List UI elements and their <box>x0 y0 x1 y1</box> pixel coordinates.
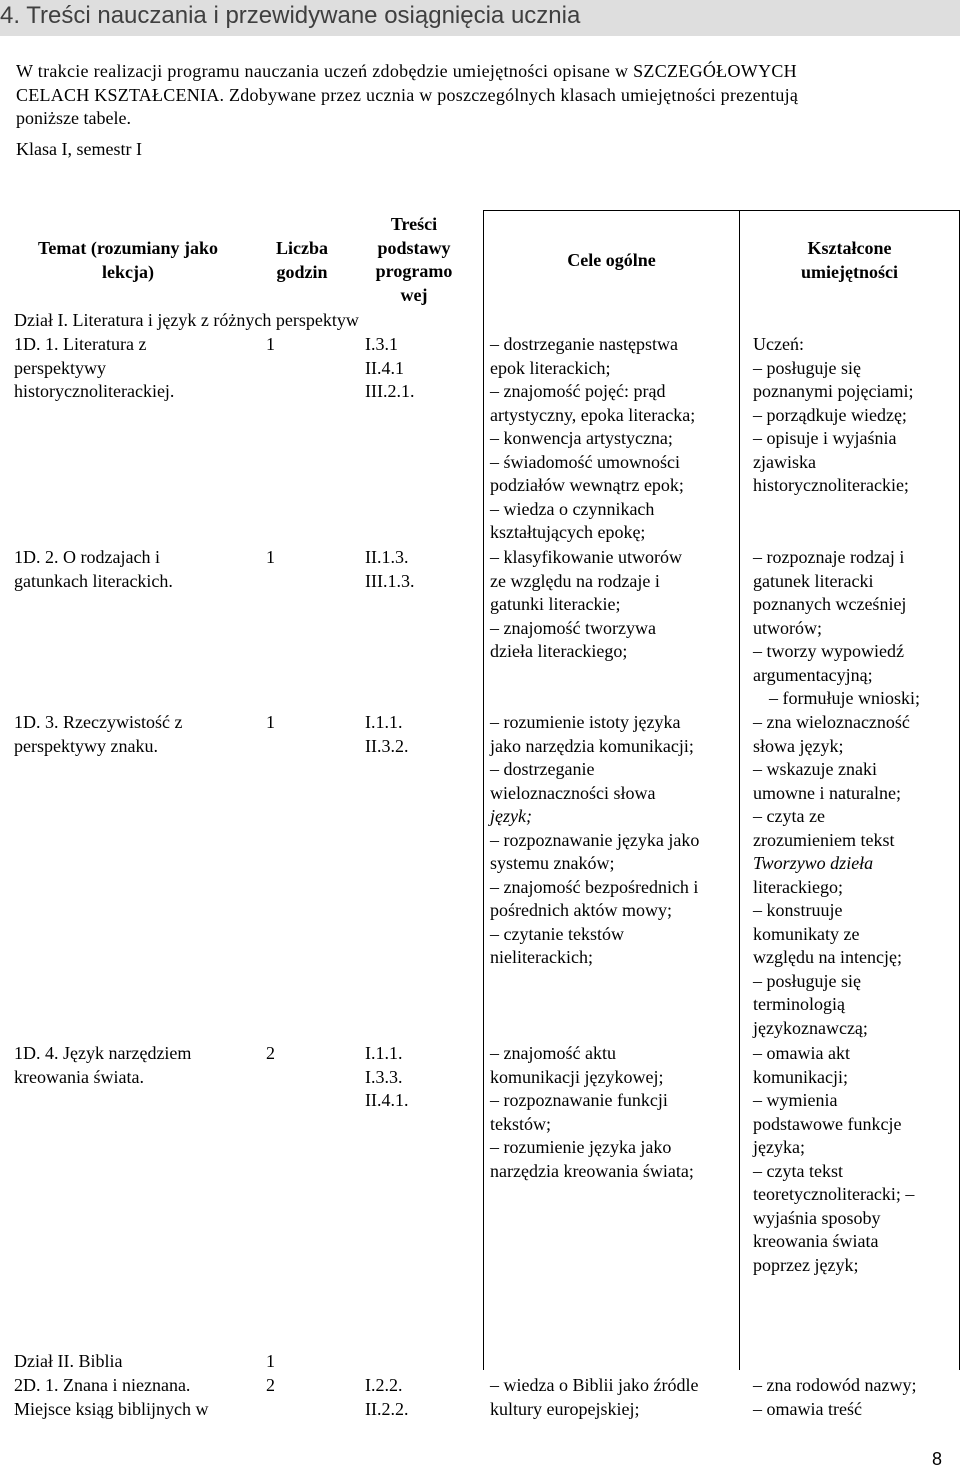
cell-line: – rozpoznaje rodzaj i <box>753 547 905 567</box>
cell-line: zrozumieniem tekst <box>753 829 895 850</box>
cell-line: jako narzędzia komunikacji; <box>490 735 694 756</box>
row-cele <box>490 1042 735 1183</box>
table-top-border <box>483 210 960 211</box>
cell-line: III.2.1. <box>365 381 415 401</box>
header-liczba <box>258 237 346 284</box>
header-line: wej <box>400 284 428 305</box>
cell-line: – wskazuje znaki <box>753 759 877 779</box>
cell-line: – konstruuje <box>753 900 843 920</box>
cell-line: języka; <box>753 1137 805 1157</box>
cell-line: – tworzy wypowiedź <box>753 641 904 661</box>
row-umiejetnosci <box>753 333 958 498</box>
cell-line: systemu znaków; <box>490 853 615 873</box>
row-umiejetnosci <box>753 546 958 711</box>
cell-line: 1D. 1. Literatura z <box>14 334 147 354</box>
row-tresci <box>365 546 414 593</box>
cell-line: historycznoliterackiej. <box>14 381 175 401</box>
cell-line: – zna wieloznaczność <box>753 712 910 732</box>
header-line: Kształcone <box>807 238 892 258</box>
cell-line: – dostrzeganie <box>490 759 595 779</box>
cell-line: 1D. 2. O rodzajach i <box>14 547 160 567</box>
cell-line: Miejsce ksiąg biblijnych w <box>14 1398 209 1419</box>
section-label: Dział II. Biblia <box>14 1351 123 1371</box>
row-tresci <box>365 1042 409 1113</box>
cell-line: umowne i naturalne; <box>753 782 901 803</box>
row-temat <box>14 546 254 593</box>
row-cele <box>490 333 735 545</box>
cell-line: dzieła literackiego; <box>490 641 628 661</box>
cell-line: – konwencja artystyczna; <box>490 428 673 448</box>
cell-line: II.1.3. <box>365 547 409 567</box>
cell-line: Tworzywo dzieła <box>753 853 874 873</box>
cell-line: I.1.1. <box>365 1043 403 1063</box>
cell-line: utworów; <box>753 617 822 638</box>
cell-line: językoznawczą; <box>753 1017 868 1038</box>
cell-line: – rozpoznawanie funkcji <box>490 1090 668 1110</box>
row-temat <box>14 1374 254 1421</box>
cell-line: – omawia akt <box>753 1043 850 1063</box>
cell-line: teoretycznoliteracki; – <box>753 1184 915 1204</box>
cell-line: II.4.1 <box>365 357 404 378</box>
row-tresci <box>365 333 414 404</box>
header-line: Liczba <box>276 238 328 258</box>
row-temat <box>14 1042 254 1089</box>
row-temat <box>14 711 254 758</box>
cell-line: pośrednich aktów mowy; <box>490 900 672 920</box>
cell-line: gatunkach literackich. <box>14 570 173 591</box>
intro-line: CELACH KSZTAŁCENIA. Zdobywane przez ucznia w poszczególnych klasach umiejętności prezentują <box>16 84 799 105</box>
cell-line: – dostrzeganie następstwa <box>490 334 678 354</box>
cell-line: perspektywy znaku. <box>14 735 158 756</box>
row-temat <box>14 333 254 404</box>
cell-line: wieloznaczności słowa <box>490 782 656 803</box>
cell-line: kreowania świata. <box>14 1066 144 1087</box>
cell-line: 2D. 1. Znana i nieznana. <box>14 1375 191 1395</box>
cell-line: II.4.1. <box>365 1090 409 1110</box>
cell-line: Uczeń: <box>753 334 804 354</box>
cell-line: – porządkuje wiedzę; <box>753 404 907 425</box>
header-line: programo <box>375 261 453 281</box>
cell-line: I.3.3. <box>365 1066 403 1087</box>
row-umiejetnosci <box>753 1374 958 1421</box>
cell-line: komunikacji; <box>753 1066 848 1087</box>
cell-line: II.2.2. <box>365 1398 409 1419</box>
cell-line: gatunki literackie; <box>490 594 621 614</box>
header-temat <box>14 237 242 284</box>
cell-line: gatunek literacki <box>753 570 874 591</box>
cell-line: argumentacyjną; <box>753 664 873 685</box>
cell-line: – zna rodowód nazwy; <box>753 1375 917 1395</box>
cell-line: poznanymi pojęciami; <box>753 381 914 401</box>
cell-line: – rozumienie istoty języka <box>490 712 681 732</box>
cell-line: artystyczny, epoka literacka; <box>490 404 696 425</box>
cell-line: względu na intencję; <box>753 947 902 967</box>
row-godzin: 2 <box>266 1375 275 1395</box>
cell-line: 1D. 4. Język narzędziem <box>14 1043 192 1063</box>
cell-line: – rozumienie języka jako <box>490 1137 672 1157</box>
cell-line: – znajomość pojęć: prąd <box>490 381 666 401</box>
cell-line: tekstów; <box>490 1113 551 1134</box>
row-cele <box>490 1374 735 1421</box>
row-tresci <box>365 1374 409 1421</box>
table-divider-umiejetnosci <box>739 210 740 1370</box>
cell-line: zjawiska <box>753 451 816 472</box>
header-line: Cele ogólne <box>567 250 656 270</box>
header-line: Temat (rozumiany jako <box>38 238 218 258</box>
cell-line: – wymienia <box>753 1090 838 1110</box>
header-cele <box>484 249 739 273</box>
row-godzin: 1 <box>266 334 275 354</box>
cell-line: narzędzia kreowania świata; <box>490 1160 694 1181</box>
cell-line: – posługuje się <box>753 970 861 991</box>
cell-line: nieliterackich; <box>490 947 593 967</box>
cell-line: komunikacji językowej; <box>490 1066 664 1087</box>
cell-line: – wiedza o Biblii jako źródle <box>490 1375 699 1395</box>
cell-line: historycznoliterackie; <box>753 475 909 495</box>
row-godzin: 2 <box>266 1043 275 1063</box>
cell-line: – omawia treść <box>753 1398 862 1419</box>
cell-line: poznanych wcześniej <box>753 594 907 614</box>
cell-line: wyjaśnia sposoby <box>753 1207 881 1228</box>
row-godzin: 1 <box>266 547 275 567</box>
cell-line: – czytanie tekstów <box>490 923 624 944</box>
cell-line: – posługuje się <box>753 357 861 378</box>
cell-line: – świadomość umowności <box>490 451 680 472</box>
header-umiejetnosci <box>740 237 959 284</box>
row-tresci <box>365 711 409 758</box>
header-line: lekcja) <box>102 261 154 282</box>
row-cele <box>490 711 735 970</box>
cell-line: – wiedza o czynnikach <box>490 498 655 519</box>
header-tresci <box>358 213 470 307</box>
cell-line: – znajomość bezpośrednich i <box>490 876 699 897</box>
section-label: Dział I. Literatura i język z różnych perspektyw <box>14 310 359 330</box>
cell-line: poprzez język; <box>753 1254 859 1275</box>
row-umiejetnosci <box>753 1042 958 1277</box>
intro-paragraph <box>16 60 946 131</box>
cell-line: kształtujących epokę; <box>490 522 646 542</box>
cell-line: kreowania świata <box>753 1231 879 1251</box>
cell-line: – formułuje wnioski; <box>769 688 920 708</box>
cell-line: III.1.3. <box>365 570 415 591</box>
cell-line: ze względu na rodzaje i <box>490 570 660 591</box>
cell-line: I.1.1. <box>365 712 403 732</box>
row-cele <box>490 546 735 664</box>
cell-line: słowa język; <box>753 735 844 756</box>
header-line: podstawy <box>377 237 451 258</box>
section-godzin: 1 <box>266 1351 275 1371</box>
cell-line: język; <box>490 806 532 826</box>
cell-line: terminologią <box>753 994 845 1014</box>
header-line: godzin <box>276 261 328 282</box>
cell-line: perspektywy <box>14 357 106 378</box>
section-heading: 4. Treści nauczania i przewidywane osiągnięcia ucznia <box>0 0 960 36</box>
cell-line: – znajomość aktu <box>490 1043 616 1063</box>
cell-line: – znajomość tworzywa <box>490 617 656 638</box>
class-semester-label: Klasa I, semestr I <box>16 139 142 159</box>
cell-line: – opisuje i wyjaśnia <box>753 428 897 448</box>
header-line: umiejętności <box>801 261 898 282</box>
row-umiejetnosci <box>753 711 958 1040</box>
cell-line: – czyta tekst <box>753 1160 843 1181</box>
cell-line: podstawowe funkcje <box>753 1113 902 1134</box>
cell-line: 1D. 3. Rzeczywistość z <box>14 712 183 732</box>
row-godzin: 1 <box>266 712 275 732</box>
cell-line: I.3.1 <box>365 334 398 354</box>
page-number: 8 <box>931 1449 942 1469</box>
cell-line: II.3.2. <box>365 735 409 756</box>
cell-line: I.2.2. <box>365 1375 403 1395</box>
cell-line: – klasyfikowanie utworów <box>490 547 682 567</box>
cell-line: kultury europejskiej; <box>490 1398 640 1419</box>
cell-line: – czyta ze <box>753 806 825 826</box>
cell-line: – rozpoznawanie języka jako <box>490 829 700 850</box>
intro-line: poniższe tabele. <box>16 108 131 128</box>
cell-line: epok literackich; <box>490 357 611 378</box>
cell-line: komunikaty ze <box>753 923 860 944</box>
table-divider-cele <box>483 210 484 1370</box>
cell-line: literackiego; <box>753 876 843 897</box>
header-line: Treści <box>390 214 438 234</box>
cell-line: podziałów wewnątrz epok; <box>490 475 684 495</box>
intro-line: W trakcie realizacji programu nauczania uczeń zdobędzie umiejętności opisane w SZCZEGÓŁOWYCH <box>16 61 797 81</box>
